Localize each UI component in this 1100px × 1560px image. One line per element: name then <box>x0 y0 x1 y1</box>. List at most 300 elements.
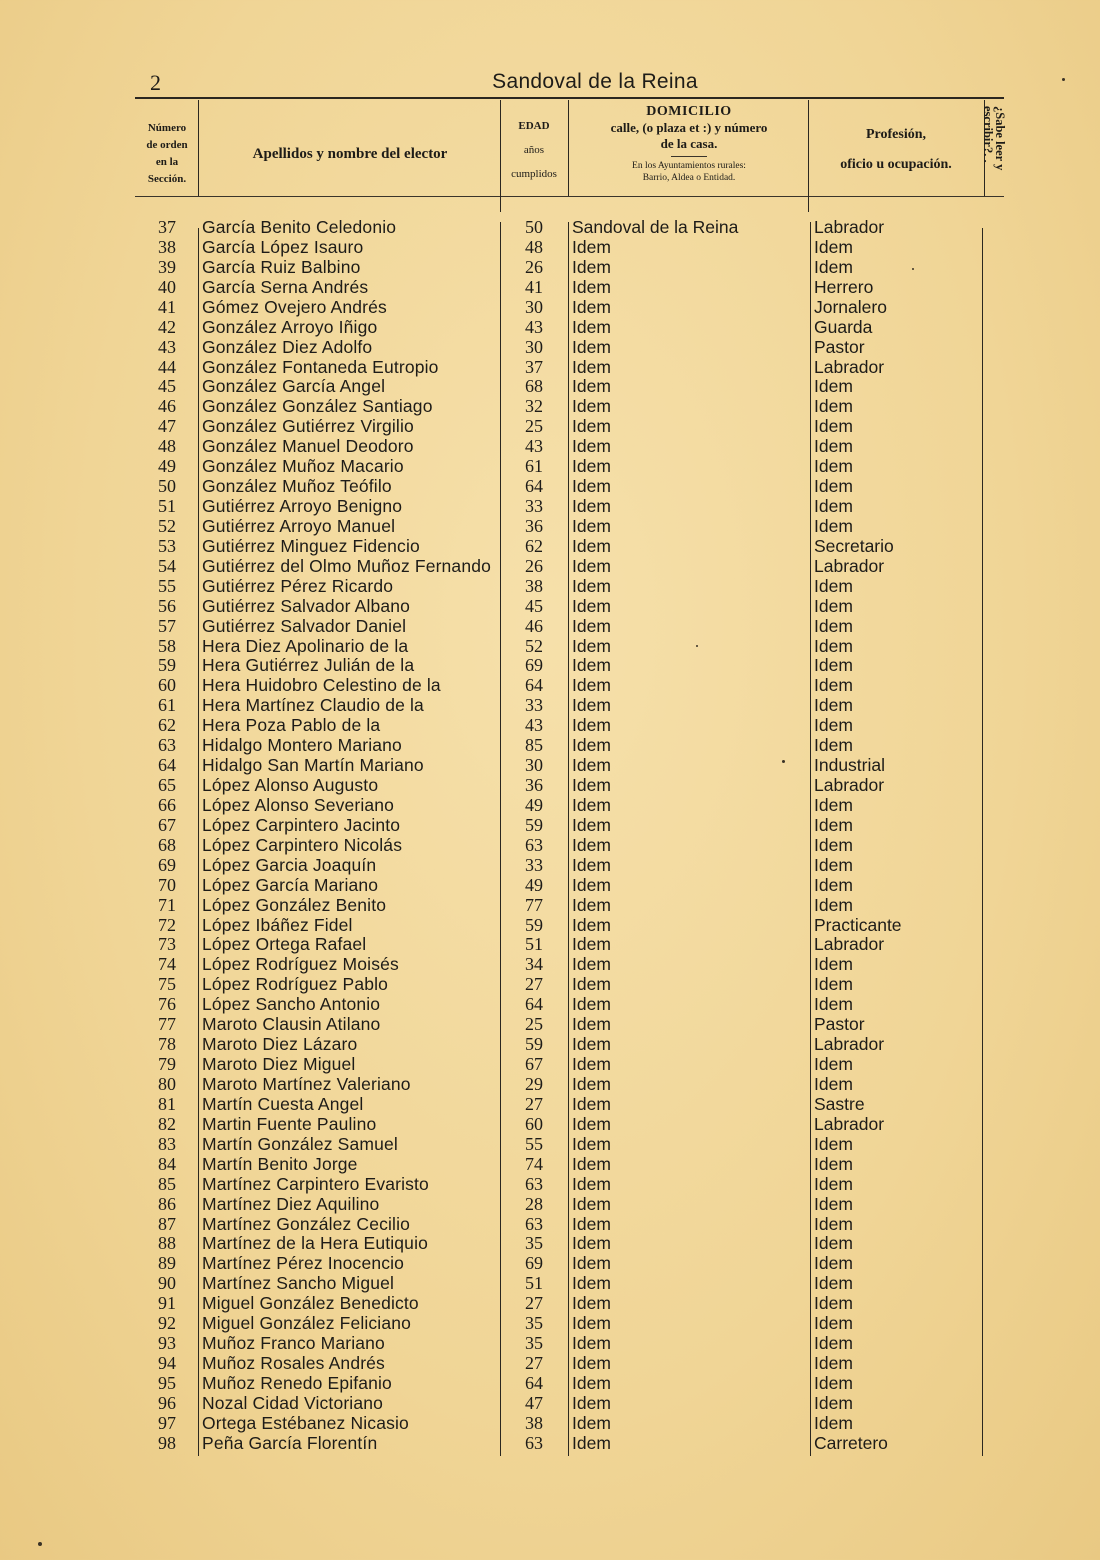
column-header-name: Apellidos y nombre del elector <box>252 146 448 162</box>
table-row <box>0 655 1100 675</box>
page-header <box>0 66 1100 100</box>
elector-name: González Fontaneda Eutropio <box>202 356 439 377</box>
row-number: 44 <box>158 356 176 377</box>
elector-age: 34 <box>525 954 543 975</box>
elector-domicile: Idem <box>572 735 611 756</box>
elector-profession: Idem <box>814 814 853 835</box>
elector-name: González Muñoz Teófilo <box>202 476 392 497</box>
table-row <box>0 755 1100 775</box>
elector-domicile: Idem <box>572 615 611 636</box>
elector-domicile: Idem <box>572 1054 611 1075</box>
elector-name: Martínez Sancho Miguel <box>202 1273 395 1294</box>
row-number: 92 <box>158 1313 176 1334</box>
elector-name: López Garcia Joaquín <box>202 854 377 875</box>
row-number: 62 <box>158 715 176 736</box>
page-title: Sandoval de la Reina <box>492 70 698 93</box>
table-row <box>0 1313 1100 1333</box>
column-header-number <box>136 120 198 188</box>
row-number: 57 <box>158 615 176 636</box>
elector-age: 62 <box>525 535 543 556</box>
elector-name: González Gutiérrez Virgilio <box>202 416 414 437</box>
table-row <box>0 416 1100 436</box>
row-number: 77 <box>158 1014 176 1035</box>
column-header-profession-line: Profesión, <box>865 127 926 142</box>
elector-domicile: Idem <box>572 1253 611 1274</box>
elector-domicile: Idem <box>572 854 611 875</box>
elector-domicile: Idem <box>572 695 611 716</box>
table-row <box>0 934 1100 954</box>
elector-profession: Labrador <box>814 555 885 576</box>
row-number: 48 <box>158 436 176 457</box>
row-number: 95 <box>158 1372 176 1393</box>
elector-name: Muñoz Rosales Andrés <box>202 1353 385 1373</box>
elector-age: 47 <box>525 1392 543 1413</box>
elector-age: 64 <box>525 994 543 1015</box>
row-number: 76 <box>158 994 176 1015</box>
table-row <box>0 1114 1100 1134</box>
elector-name: Gutiérrez Salvador Daniel <box>202 615 407 636</box>
elector-age: 74 <box>525 1153 543 1174</box>
row-number: 74 <box>158 954 176 975</box>
elector-profession: Idem <box>814 1313 853 1334</box>
elector-age: 27 <box>525 1353 543 1373</box>
elector-domicile: Idem <box>572 1353 611 1373</box>
elector-domicile: Idem <box>572 755 611 776</box>
row-number: 93 <box>158 1333 176 1354</box>
row-number: 41 <box>158 296 176 317</box>
elector-domicile: Idem <box>572 994 611 1015</box>
elector-domicile: Idem <box>572 894 611 915</box>
elector-profession: Idem <box>814 1372 853 1393</box>
elector-profession: Idem <box>814 1073 853 1094</box>
elector-domicile: Idem <box>572 874 611 895</box>
elector-domicile: Idem <box>572 914 611 935</box>
elector-name: Maroto Clausin Atilano <box>202 1014 381 1035</box>
elector-domicile: Idem <box>572 456 611 477</box>
row-number: 60 <box>158 675 176 696</box>
elector-profession: Labrador <box>814 1113 885 1134</box>
elector-name: Maroto Diez Miguel <box>202 1054 356 1075</box>
row-number: 97 <box>158 1412 176 1433</box>
row-number: 68 <box>158 834 176 855</box>
table-row <box>0 496 1100 516</box>
table-row <box>0 1214 1100 1234</box>
elector-profession: Idem <box>814 416 853 437</box>
row-number: 79 <box>158 1054 176 1075</box>
elector-profession: Guarda <box>814 316 873 337</box>
table-row <box>0 436 1100 456</box>
elector-profession: Labrador <box>814 934 885 955</box>
elector-age: 63 <box>525 1432 543 1453</box>
elector-age: 51 <box>525 934 543 955</box>
table-row <box>0 775 1100 795</box>
elector-domicile: Idem <box>572 296 611 317</box>
elector-name: Nozal Cidad Victoriano <box>202 1392 383 1413</box>
table-row <box>0 1393 1100 1413</box>
elector-age: 67 <box>525 1054 543 1075</box>
elector-age: 27 <box>525 974 543 995</box>
elector-profession: Idem <box>814 834 853 855</box>
column-header-number-line: en la <box>155 156 179 168</box>
elector-name: González García Angel <box>202 376 386 397</box>
elector-name: Gutiérrez del Olmo Muñoz Fernando <box>202 555 491 576</box>
row-number: 51 <box>158 496 176 517</box>
elector-age: 63 <box>525 1173 543 1194</box>
column-header-age-line: años <box>523 144 545 156</box>
elector-domicile: Idem <box>572 954 611 975</box>
elector-domicile: Idem <box>572 1153 611 1174</box>
elector-age: 60 <box>525 1113 543 1134</box>
row-number: 64 <box>158 755 176 776</box>
elector-name: Gutiérrez Pérez Ricardo <box>202 575 394 596</box>
elector-age: 50 <box>525 217 543 237</box>
elector-domicile: Idem <box>572 336 611 357</box>
elector-profession: Idem <box>814 1333 853 1354</box>
row-number: 61 <box>158 695 176 716</box>
elector-profession: Idem <box>814 515 853 536</box>
elector-profession: Idem <box>814 236 853 257</box>
table-row <box>0 1134 1100 1154</box>
row-number: 73 <box>158 934 176 955</box>
row-number: 46 <box>158 396 176 417</box>
elector-profession: Labrador <box>814 775 885 796</box>
elector-age: 43 <box>525 316 543 337</box>
table-row <box>0 1174 1100 1194</box>
elector-domicile: Idem <box>572 814 611 835</box>
elector-name: Gutiérrez Salvador Albano <box>202 595 411 616</box>
elector-name: Miguel González Benedicto <box>202 1293 419 1314</box>
elector-domicile: Idem <box>572 655 611 676</box>
row-number: 88 <box>158 1233 176 1254</box>
elector-age: 68 <box>525 376 543 397</box>
table-row <box>0 795 1100 815</box>
elector-name: López Ortega Rafael <box>202 934 367 955</box>
elector-age: 49 <box>525 874 543 895</box>
table-row <box>0 1154 1100 1174</box>
elector-domicile: Idem <box>572 1014 611 1035</box>
table-row <box>0 1014 1100 1034</box>
elector-domicile: Idem <box>572 575 611 596</box>
paper-speck <box>1062 78 1065 81</box>
elector-age: 59 <box>525 814 543 835</box>
table-row <box>0 1353 1100 1373</box>
elector-name: Hidalgo San Martín Mariano <box>202 755 424 776</box>
elector-profession: Idem <box>814 894 853 915</box>
elector-name: López Alonso Severiano <box>202 794 395 815</box>
elector-age: 30 <box>525 755 543 776</box>
row-number: 40 <box>158 276 176 297</box>
column-header-age-line: cumplidos <box>511 168 557 180</box>
elector-age: 64 <box>525 675 543 696</box>
elector-age: 63 <box>525 834 543 855</box>
elector-age: 51 <box>525 1273 543 1294</box>
elector-name: Gómez Ovejero Andrés <box>202 296 387 317</box>
table-row <box>0 954 1100 974</box>
elector-age: 30 <box>525 336 543 357</box>
table-row <box>0 715 1100 735</box>
elector-name: González González Santiago <box>202 396 433 417</box>
row-number: 75 <box>158 974 176 995</box>
row-number: 82 <box>158 1113 176 1134</box>
elector-name: García Benito Celedonio <box>202 217 397 237</box>
elector-age: 38 <box>525 575 543 596</box>
paper-speck <box>696 645 698 647</box>
table-row <box>0 1433 1100 1453</box>
elector-age: 37 <box>525 356 543 377</box>
elector-domicile: Idem <box>572 775 611 796</box>
elector-age: 61 <box>525 456 543 477</box>
column-header-domicile <box>570 104 808 184</box>
row-number: 81 <box>158 1093 176 1114</box>
elector-profession: Idem <box>814 476 853 497</box>
elector-domicile: Idem <box>572 436 611 457</box>
table-row <box>0 1233 1100 1253</box>
elector-name: Muñoz Renedo Epifanio <box>202 1372 392 1393</box>
elector-age: 32 <box>525 396 543 417</box>
row-number: 63 <box>158 735 176 756</box>
row-number: 54 <box>158 555 176 576</box>
table-row <box>0 217 1100 237</box>
elector-domicile: Idem <box>572 1213 611 1234</box>
header-divider-3 <box>568 100 569 196</box>
elector-profession: Sastre <box>814 1093 865 1114</box>
elector-name: Hera Gutiérrez Julián de la <box>202 655 415 676</box>
paper-speck <box>912 268 914 270</box>
elector-age: 63 <box>525 1213 543 1234</box>
column-header-domicile-separator <box>671 156 707 157</box>
elector-age: 69 <box>525 1253 543 1274</box>
elector-age: 52 <box>525 635 543 656</box>
elector-profession: Idem <box>814 854 853 875</box>
row-number: 45 <box>158 376 176 397</box>
elector-domicile: Idem <box>572 1293 611 1314</box>
column-header-literacy-line: escribir?. . <box>981 106 995 163</box>
elector-age: 69 <box>525 655 543 676</box>
elector-profession: Pastor <box>814 1014 865 1035</box>
elector-age: 26 <box>525 555 543 576</box>
elector-name: Miguel González Feliciano <box>202 1313 411 1334</box>
table-row <box>0 376 1100 396</box>
elector-name: López Rodríguez Pablo <box>202 974 389 995</box>
elector-name: Maroto Diez Lázaro <box>202 1034 358 1055</box>
table-row <box>0 337 1100 357</box>
elector-domicile: Idem <box>572 715 611 736</box>
elector-profession: Idem <box>814 1233 853 1254</box>
column-header-literacy-line: ¿Sabe leer y <box>993 106 1007 171</box>
elector-name: López García Mariano <box>202 874 379 895</box>
row-number: 91 <box>158 1293 176 1314</box>
elector-name: Gutiérrez Arroyo Benigno <box>202 496 403 517</box>
elector-domicile: Idem <box>572 794 611 815</box>
elector-age: 25 <box>525 1014 543 1035</box>
column-header-profession-line: oficio u ocupación. <box>840 157 952 172</box>
row-number: 90 <box>158 1273 176 1294</box>
page-number: 2 <box>150 70 161 95</box>
column-header-domicile-note: Barrio, Aldea o Entidad. <box>642 173 736 183</box>
elector-age: 64 <box>525 1372 543 1393</box>
elector-age: 45 <box>525 595 543 616</box>
elector-domicile: Idem <box>572 535 611 556</box>
elector-name: García Ruiz Balbino <box>202 256 361 277</box>
table-row <box>0 1333 1100 1353</box>
row-number: 50 <box>158 476 176 497</box>
elector-domicile: Idem <box>572 476 611 497</box>
column-header-domicile-note: En los Ayuntamientos rurales: <box>632 161 746 171</box>
row-number: 71 <box>158 894 176 915</box>
elector-domicile: Idem <box>572 595 611 616</box>
elector-profession: Idem <box>814 635 853 656</box>
elector-name: López Rodríguez Moisés <box>202 954 399 975</box>
table-row <box>0 675 1100 695</box>
elector-name: González Manuel Deodoro <box>202 436 414 457</box>
elector-profession: Idem <box>814 595 853 616</box>
elector-age: 59 <box>525 914 543 935</box>
elector-name: López Ibáñez Fidel <box>202 914 353 935</box>
elector-name: Gutiérrez Arroyo Manuel <box>202 515 396 536</box>
elector-name: López Carpintero Nicolás <box>202 834 403 855</box>
table-row <box>0 576 1100 596</box>
elector-profession: Idem <box>814 1293 853 1314</box>
row-number: 58 <box>158 635 176 656</box>
table-row <box>0 396 1100 416</box>
table-row <box>0 735 1100 755</box>
row-number: 87 <box>158 1213 176 1234</box>
table-row <box>0 357 1100 377</box>
header-rule-top <box>135 97 1004 99</box>
elector-age: 26 <box>525 256 543 277</box>
elector-age: 64 <box>525 476 543 497</box>
row-number: 70 <box>158 874 176 895</box>
elector-profession: Idem <box>814 1193 853 1214</box>
row-number: 55 <box>158 575 176 596</box>
table-row <box>0 1373 1100 1393</box>
elector-profession: Jornalero <box>814 296 887 317</box>
elector-domicile: Idem <box>572 236 611 257</box>
elector-name: Martín González Samuel <box>202 1133 398 1154</box>
elector-profession: Idem <box>814 1153 853 1174</box>
row-number: 84 <box>158 1153 176 1174</box>
elector-age: 36 <box>525 775 543 796</box>
table-row <box>0 317 1100 337</box>
elector-profession: Pastor <box>814 336 865 357</box>
elector-profession: Idem <box>814 575 853 596</box>
elector-domicile: Idem <box>572 416 611 437</box>
table-row <box>0 1094 1100 1114</box>
elector-age: 43 <box>525 715 543 736</box>
column-header-age <box>500 114 568 186</box>
table-row <box>0 1054 1100 1074</box>
table-row <box>0 915 1100 935</box>
row-number: 89 <box>158 1253 176 1274</box>
elector-domicile: Idem <box>572 276 611 297</box>
elector-domicile: Sandoval de la Reina <box>572 217 739 237</box>
elector-domicile: Idem <box>572 1133 611 1154</box>
elector-age: 30 <box>525 296 543 317</box>
row-number: 37 <box>158 217 176 237</box>
elector-domicile: Idem <box>572 1412 611 1433</box>
elector-age: 27 <box>525 1293 543 1314</box>
table-row <box>0 277 1100 297</box>
elector-profession: Labrador <box>814 217 885 237</box>
column-header-profession <box>810 120 982 180</box>
elector-age: 28 <box>525 1193 543 1214</box>
elector-age: 41 <box>525 276 543 297</box>
table-row <box>0 616 1100 636</box>
elector-profession: Idem <box>814 1253 853 1274</box>
elector-name: González Arroyo Iñigo <box>202 316 378 337</box>
elector-profession: Idem <box>814 1173 853 1194</box>
elector-profession: Labrador <box>814 356 885 377</box>
elector-age: 85 <box>525 735 543 756</box>
row-number: 78 <box>158 1034 176 1055</box>
column-header-number-line: Número <box>147 122 187 134</box>
elector-name: López Alonso Augusto <box>202 775 379 796</box>
header-divider-1 <box>198 100 199 196</box>
elector-profession: Idem <box>814 1054 853 1075</box>
paper-speck <box>38 1542 42 1546</box>
elector-profession: Idem <box>814 615 853 636</box>
table-row <box>0 1293 1100 1313</box>
elector-profession: Idem <box>814 655 853 676</box>
table-row <box>0 636 1100 656</box>
elector-domicile: Idem <box>572 934 611 955</box>
elector-profession: Idem <box>814 396 853 417</box>
elector-profession: Idem <box>814 456 853 477</box>
row-number: 42 <box>158 316 176 337</box>
elector-age: 25 <box>525 416 543 437</box>
row-number: 52 <box>158 515 176 536</box>
table-row <box>0 974 1100 994</box>
elector-profession: Idem <box>814 954 853 975</box>
elector-name: Peña García Florentín <box>202 1432 378 1453</box>
elector-domicile: Idem <box>572 396 611 417</box>
elector-domicile: Idem <box>572 1113 611 1134</box>
elector-domicile: Idem <box>572 515 611 536</box>
elector-profession: Carretero <box>814 1432 888 1453</box>
row-number: 96 <box>158 1392 176 1413</box>
column-header-number-line: Sección. <box>147 173 187 185</box>
table-row <box>0 237 1100 257</box>
elector-domicile: Idem <box>572 635 611 656</box>
row-number: 49 <box>158 456 176 477</box>
elector-name: González Muñoz Macario <box>202 456 404 477</box>
row-number: 67 <box>158 814 176 835</box>
table-row <box>0 695 1100 715</box>
elector-profession: Practicante <box>814 914 902 935</box>
elector-name: Martín Cuesta Angel <box>202 1093 364 1114</box>
elector-name: Hidalgo Montero Mariano <box>202 735 402 756</box>
table-row <box>0 596 1100 616</box>
row-number: 66 <box>158 794 176 815</box>
elector-age: 43 <box>525 436 543 457</box>
row-number: 39 <box>158 256 176 277</box>
row-number: 53 <box>158 535 176 556</box>
elector-profession: Idem <box>814 1273 853 1294</box>
elector-name: Muñoz Franco Mariano <box>202 1333 385 1354</box>
elector-domicile: Idem <box>572 356 611 377</box>
elector-name: Hera Diez Apolinario de la <box>202 635 409 656</box>
elector-profession: Idem <box>814 496 853 517</box>
elector-name: Maroto Martínez Valeriano <box>202 1073 411 1094</box>
elector-domicile: Idem <box>572 1273 611 1294</box>
column-header-number-line: de orden <box>146 139 188 151</box>
elector-name: Martínez de la Hera Eutiquio <box>202 1233 428 1254</box>
column-header-literacy <box>981 104 1008 198</box>
elector-age: 49 <box>525 794 543 815</box>
row-number: 65 <box>158 775 176 796</box>
elector-profession: Idem <box>814 1392 853 1413</box>
elector-profession: Idem <box>814 994 853 1015</box>
